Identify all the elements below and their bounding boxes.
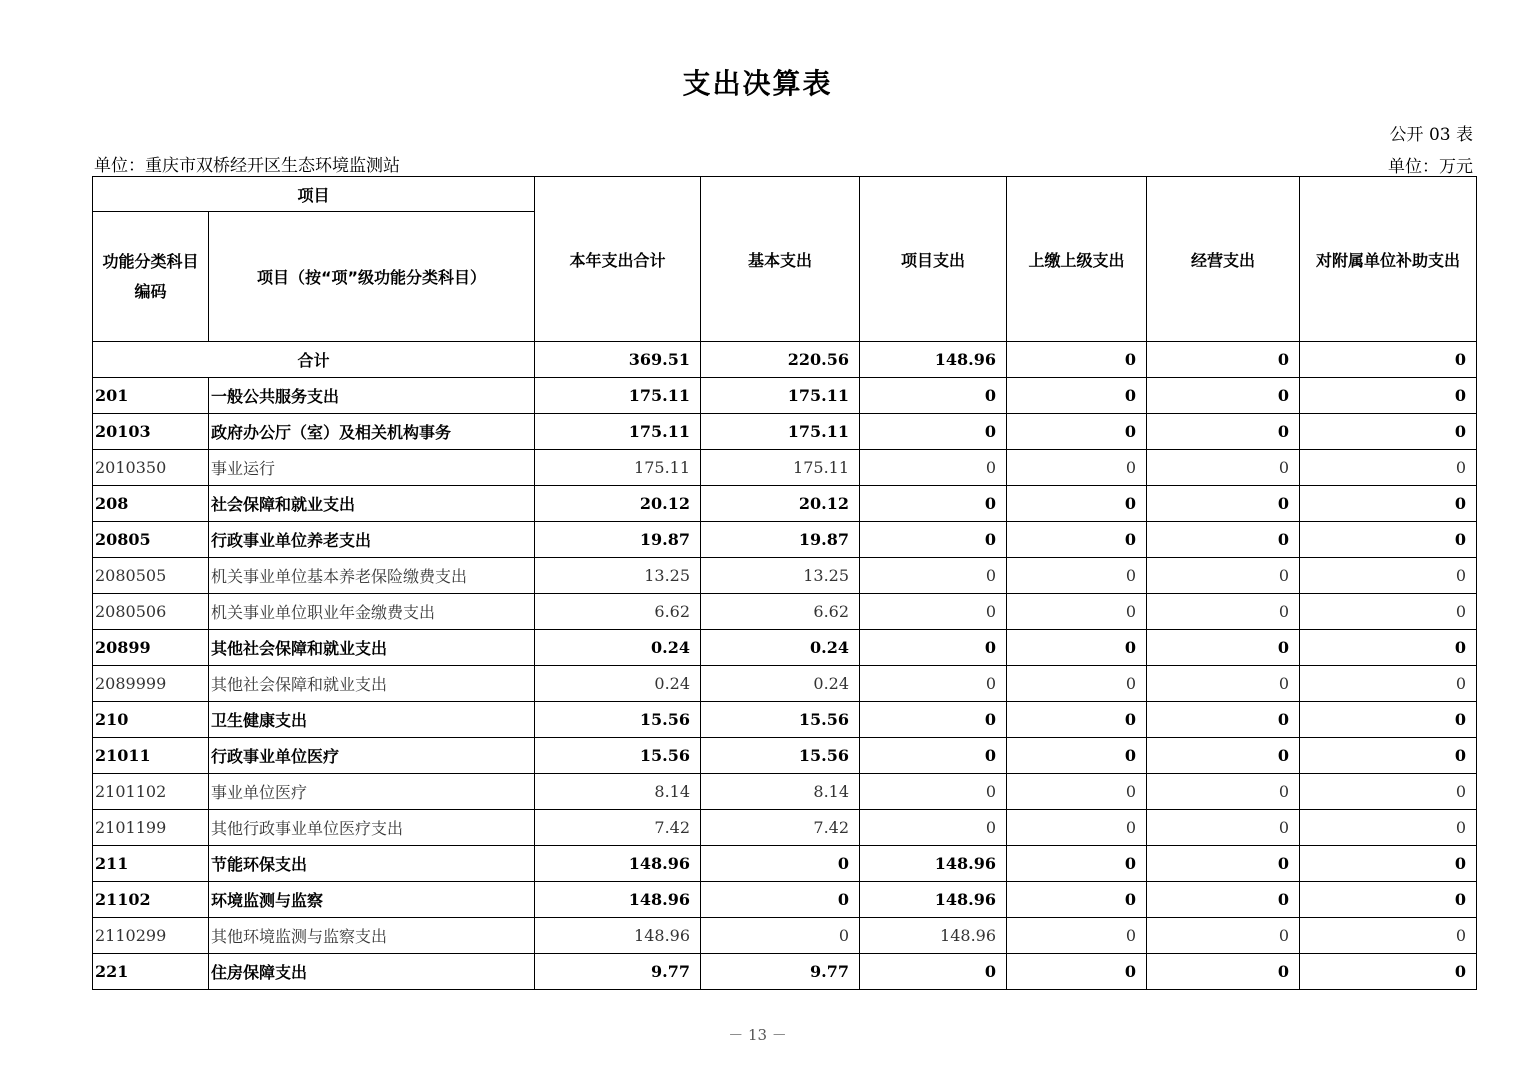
row-code: 20805 — [93, 522, 209, 558]
row-value: 15.56 — [535, 738, 701, 774]
table-row — [93, 378, 1477, 414]
row-value: 0 — [1007, 450, 1147, 486]
row-value: 0 — [860, 738, 1007, 774]
table-row — [93, 954, 1477, 990]
row-value: 0 — [1300, 738, 1477, 774]
row-value: 148.96 — [535, 846, 701, 882]
row-value: 0 — [1147, 414, 1300, 450]
row-value: 0 — [860, 630, 1007, 666]
row-code: 221 — [93, 954, 209, 990]
row-value: 0 — [1147, 954, 1300, 990]
table-row — [93, 774, 1477, 810]
row-code: 201 — [93, 378, 209, 414]
row-code: 2010350 — [93, 450, 209, 486]
row-item-name: 住房保障支出 — [209, 954, 535, 990]
row-item-name: 其他环境监测与监察支出 — [209, 918, 535, 954]
row-value: 13.25 — [701, 558, 860, 594]
row-value: 0.24 — [535, 630, 701, 666]
row-value: 148.96 — [860, 882, 1007, 918]
row-value: 0 — [1147, 522, 1300, 558]
row-item-name: 事业运行 — [209, 450, 535, 486]
total-cell: 0 — [1147, 342, 1300, 378]
row-value: 175.11 — [701, 378, 860, 414]
row-item-name: 其他社会保障和就业支出 — [209, 630, 535, 666]
table-row — [93, 738, 1477, 774]
row-value: 0 — [1300, 558, 1477, 594]
row-value: 0 — [1300, 486, 1477, 522]
row-value: 0 — [1007, 666, 1147, 702]
row-value: 0 — [1147, 846, 1300, 882]
row-item-name: 节能环保支出 — [209, 846, 535, 882]
row-value: 0 — [1147, 882, 1300, 918]
row-value: 175.11 — [535, 450, 701, 486]
header-upper-remittance: 上缴上级支出 — [1007, 177, 1147, 342]
row-value: 13.25 — [535, 558, 701, 594]
row-code: 2080505 — [93, 558, 209, 594]
header-business: 经营支出 — [1147, 177, 1300, 342]
row-value: 0 — [1007, 486, 1147, 522]
header-code: 功能分类科目编码 — [93, 212, 209, 342]
table-row — [93, 666, 1477, 702]
table-header — [93, 177, 1477, 342]
row-value: 20.12 — [535, 486, 701, 522]
row-value: 0 — [860, 954, 1007, 990]
total-cell: 0 — [1007, 342, 1147, 378]
row-value: 0 — [1007, 594, 1147, 630]
row-value: 15.56 — [701, 738, 860, 774]
row-value: 0 — [860, 558, 1007, 594]
total-cell: 220.56 — [701, 342, 860, 378]
row-value: 148.96 — [535, 918, 701, 954]
row-value: 0 — [1147, 558, 1300, 594]
total-row — [93, 342, 1477, 378]
row-value: 0 — [1007, 558, 1147, 594]
row-value: 0 — [1300, 810, 1477, 846]
row-value: 20.12 — [701, 486, 860, 522]
row-value: 0 — [1147, 378, 1300, 414]
row-value: 0 — [860, 774, 1007, 810]
table-row — [93, 918, 1477, 954]
page-title: 支出决算表 — [682, 67, 833, 100]
row-value: 0 — [860, 414, 1007, 450]
row-value: 0 — [1300, 522, 1477, 558]
total-cell: 148.96 — [860, 342, 1007, 378]
row-value: 0 — [1147, 630, 1300, 666]
row-value: 0 — [701, 846, 860, 882]
row-value: 0 — [860, 450, 1007, 486]
header-total: 本年支出合计 — [535, 177, 701, 342]
row-value: 0 — [1007, 846, 1147, 882]
row-value: 0 — [701, 918, 860, 954]
row-value: 0 — [860, 702, 1007, 738]
row-item-name: 行政事业单位养老支出 — [209, 522, 535, 558]
row-value: 0 — [860, 666, 1007, 702]
row-value: 0 — [1007, 774, 1147, 810]
row-value: 19.87 — [701, 522, 860, 558]
total-cell: 0 — [1300, 342, 1477, 378]
organization-unit: 单位：重庆市双桥经开区生态环境监测站 — [94, 156, 400, 176]
row-code: 21102 — [93, 882, 209, 918]
row-value: 0 — [1300, 414, 1477, 450]
row-value: 0 — [1007, 918, 1147, 954]
row-value: 0 — [1300, 918, 1477, 954]
row-value: 0 — [1147, 486, 1300, 522]
row-item-name: 机关事业单位职业年金缴费支出 — [209, 594, 535, 630]
table-body — [93, 342, 1477, 990]
row-value: 0 — [860, 378, 1007, 414]
row-item-name: 其他社会保障和就业支出 — [209, 666, 535, 702]
row-value: 0 — [1147, 450, 1300, 486]
row-value: 0 — [1007, 810, 1147, 846]
header-subsidy: 对附属单位补助支出 — [1300, 177, 1477, 342]
row-value: 0 — [1007, 702, 1147, 738]
row-value: 0.24 — [535, 666, 701, 702]
row-value: 7.42 — [535, 810, 701, 846]
row-value: 9.77 — [701, 954, 860, 990]
row-code: 21011 — [93, 738, 209, 774]
row-item-name: 事业单位医疗 — [209, 774, 535, 810]
row-value: 0 — [1300, 846, 1477, 882]
row-value: 0 — [1007, 882, 1147, 918]
row-code: 2101102 — [93, 774, 209, 810]
row-value: 0 — [860, 522, 1007, 558]
row-value: 8.14 — [535, 774, 701, 810]
row-code: 211 — [93, 846, 209, 882]
row-value: 9.77 — [535, 954, 701, 990]
row-value: 0 — [1147, 918, 1300, 954]
row-value: 0 — [1300, 594, 1477, 630]
header-basic: 基本支出 — [701, 177, 860, 342]
row-value: 0 — [1300, 954, 1477, 990]
table-row — [93, 882, 1477, 918]
row-value: 175.11 — [701, 450, 860, 486]
row-code: 2101199 — [93, 810, 209, 846]
table-row — [93, 594, 1477, 630]
table-row — [93, 486, 1477, 522]
row-value: 0 — [1300, 666, 1477, 702]
row-code: 208 — [93, 486, 209, 522]
row-value: 0 — [1300, 630, 1477, 666]
row-value: 0 — [1007, 522, 1147, 558]
row-value: 148.96 — [860, 846, 1007, 882]
row-value: 0 — [1147, 810, 1300, 846]
row-value: 0 — [1300, 450, 1477, 486]
row-value: 0 — [1147, 774, 1300, 810]
row-value: 0 — [1007, 738, 1147, 774]
row-item-name: 社会保障和就业支出 — [209, 486, 535, 522]
row-value: 15.56 — [535, 702, 701, 738]
table-row — [93, 522, 1477, 558]
row-value: 0 — [701, 882, 860, 918]
header-project: 项目 — [93, 177, 535, 212]
row-value: 0 — [1147, 702, 1300, 738]
page-number: － 13 － — [728, 1026, 787, 1044]
row-value: 0 — [1007, 378, 1147, 414]
total-label: 合计 — [93, 342, 535, 378]
row-value: 175.11 — [701, 414, 860, 450]
row-item-name: 政府办公厅（室）及相关机构事务 — [209, 414, 535, 450]
row-value: 0 — [1300, 882, 1477, 918]
row-value: 0 — [860, 810, 1007, 846]
header-project-expenditure: 项目支出 — [860, 177, 1007, 342]
row-code: 210 — [93, 702, 209, 738]
row-code: 20103 — [93, 414, 209, 450]
currency-unit: 单位：万元 — [1388, 157, 1473, 177]
row-value: 6.62 — [701, 594, 860, 630]
row-value: 0.24 — [701, 630, 860, 666]
row-value: 148.96 — [535, 882, 701, 918]
row-value: 0 — [1147, 666, 1300, 702]
header-item: 项目（按“项”级功能分类科目） — [209, 212, 535, 342]
row-value: 175.11 — [535, 378, 701, 414]
row-value: 148.96 — [860, 918, 1007, 954]
table-row — [93, 630, 1477, 666]
row-code: 20899 — [93, 630, 209, 666]
row-item-name: 其他行政事业单位医疗支出 — [209, 810, 535, 846]
form-number: 公开 03 表 — [1389, 125, 1473, 145]
row-value: 0 — [860, 486, 1007, 522]
table-row — [93, 414, 1477, 450]
row-value: 0 — [1300, 774, 1477, 810]
row-item-name: 机关事业单位基本养老保险缴费支出 — [209, 558, 535, 594]
row-item-name: 卫生健康支出 — [209, 702, 535, 738]
row-code: 2089999 — [93, 666, 209, 702]
table-row — [93, 810, 1477, 846]
row-value: 19.87 — [535, 522, 701, 558]
row-value: 0 — [1007, 954, 1147, 990]
row-value: 0 — [1007, 414, 1147, 450]
row-code: 2080506 — [93, 594, 209, 630]
table-row — [93, 702, 1477, 738]
table-row — [93, 846, 1477, 882]
row-value: 0 — [1147, 738, 1300, 774]
row-item-name: 环境监测与监察 — [209, 882, 535, 918]
row-item-name: 一般公共服务支出 — [209, 378, 535, 414]
row-value: 175.11 — [535, 414, 701, 450]
row-item-name: 行政事业单位医疗 — [209, 738, 535, 774]
row-value: 7.42 — [701, 810, 860, 846]
total-cell: 369.51 — [535, 342, 701, 378]
row-value: 6.62 — [535, 594, 701, 630]
row-value: 0.24 — [701, 666, 860, 702]
expenditure-table — [92, 176, 1477, 990]
row-value: 8.14 — [701, 774, 860, 810]
row-value: 0 — [1300, 378, 1477, 414]
row-value: 0 — [1300, 702, 1477, 738]
table-row — [93, 558, 1477, 594]
row-value: 0 — [1147, 594, 1300, 630]
table-row — [93, 450, 1477, 486]
row-value: 0 — [1007, 630, 1147, 666]
row-value: 0 — [860, 594, 1007, 630]
row-code: 2110299 — [93, 918, 209, 954]
row-value: 15.56 — [701, 702, 860, 738]
